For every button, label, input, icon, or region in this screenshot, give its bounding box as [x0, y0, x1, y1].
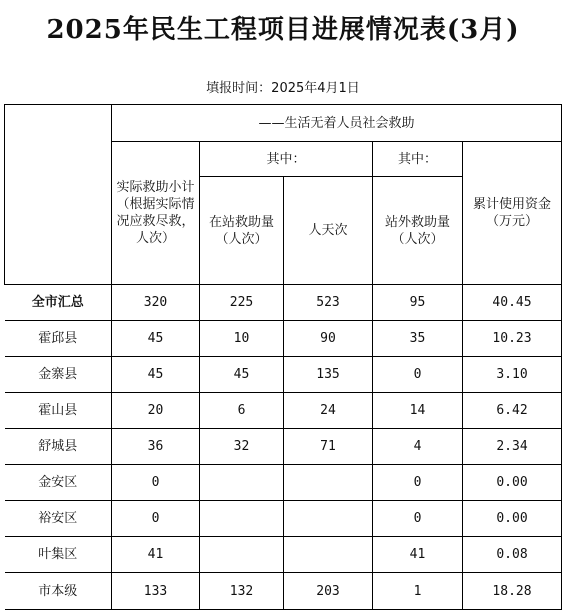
cell-out-station: 41: [373, 537, 463, 573]
page-title: 2025年民生工程项目进展情况表(3月): [46, 15, 520, 45]
cell-in-station: 10: [200, 321, 284, 357]
cell-out-station: 14: [373, 393, 463, 429]
cell-person-days: 90: [284, 321, 373, 357]
cell-out-station: 95: [373, 285, 463, 321]
cell-person-days: [284, 465, 373, 501]
row-name: 市本级: [5, 573, 112, 610]
cell-out-station: 0: [373, 465, 463, 501]
cell-person-days: [284, 537, 373, 573]
table-row: [5, 465, 562, 501]
cell-in-station: [200, 465, 284, 501]
cell-person-days: 203: [284, 573, 373, 610]
cell-funds: 10.23: [463, 321, 562, 357]
cell-out-station: 0: [373, 501, 463, 537]
row-name: 裕安区: [5, 501, 112, 537]
cell-subtotal: 0: [112, 465, 200, 501]
cell-out-station: 0: [373, 357, 463, 393]
header-in-station: 在站救助量（人次）: [200, 177, 284, 285]
cell-funds: 0.08: [463, 537, 562, 573]
header-subtotal: 实际救助小计（根据实际情况应救尽救，人次）: [112, 142, 200, 285]
cell-subtotal: 41: [112, 537, 200, 573]
cell-funds: 3.10: [463, 357, 562, 393]
row-name: 霍邱县: [5, 321, 112, 357]
header-out-station: 站外救助量（人次）: [373, 177, 463, 285]
row-name: 舒城县: [5, 429, 112, 465]
cell-in-station: 6: [200, 393, 284, 429]
table-row: [5, 501, 562, 537]
table-row: [5, 573, 562, 610]
cell-subtotal: 45: [112, 357, 200, 393]
table-row: [5, 429, 562, 465]
row-name: 全市汇总: [5, 285, 112, 321]
cell-funds: 6.42: [463, 393, 562, 429]
progress-table: [4, 104, 562, 610]
cell-person-days: 71: [284, 429, 373, 465]
cell-in-station: 32: [200, 429, 284, 465]
cell-subtotal: 133: [112, 573, 200, 610]
header-row-project: [5, 105, 562, 142]
cell-funds: 18.28: [463, 573, 562, 610]
table-row: [5, 285, 562, 321]
cell-person-days: 24: [284, 393, 373, 429]
cell-out-station: 35: [373, 321, 463, 357]
corner-cell: [5, 105, 112, 285]
cell-in-station: 132: [200, 573, 284, 610]
header-funds: 累计使用资金（万元）: [463, 142, 562, 285]
header-group-in-station: 其中：: [200, 142, 373, 177]
fill-time: 填报时间：2025年4月1日: [206, 81, 360, 96]
cell-in-station: 45: [200, 357, 284, 393]
row-name: 金安区: [5, 465, 112, 501]
table-row: [5, 321, 562, 357]
cell-subtotal: 320: [112, 285, 200, 321]
project-name: ——生活无着人员社会救助: [112, 105, 562, 142]
table-row: [5, 357, 562, 393]
header-group-out-station: 其中：: [373, 142, 463, 177]
cell-subtotal: 0: [112, 501, 200, 537]
cell-person-days: 135: [284, 357, 373, 393]
cell-out-station: 4: [373, 429, 463, 465]
row-name: 叶集区: [5, 537, 112, 573]
cell-subtotal: 45: [112, 321, 200, 357]
cell-in-station: [200, 537, 284, 573]
table-row: [5, 393, 562, 429]
cell-person-days: 523: [284, 285, 373, 321]
table-row: [5, 537, 562, 573]
cell-subtotal: 20: [112, 393, 200, 429]
cell-in-station: 225: [200, 285, 284, 321]
cell-funds: 40.45: [463, 285, 562, 321]
row-name: 金寨县: [5, 357, 112, 393]
cell-person-days: [284, 501, 373, 537]
cell-out-station: 1: [373, 573, 463, 610]
cell-funds: 0.00: [463, 501, 562, 537]
cell-subtotal: 36: [112, 429, 200, 465]
row-name: 霍山县: [5, 393, 112, 429]
cell-in-station: [200, 501, 284, 537]
cell-funds: 2.34: [463, 429, 562, 465]
cell-funds: 0.00: [463, 465, 562, 501]
header-person-days: 人天次: [284, 177, 373, 285]
